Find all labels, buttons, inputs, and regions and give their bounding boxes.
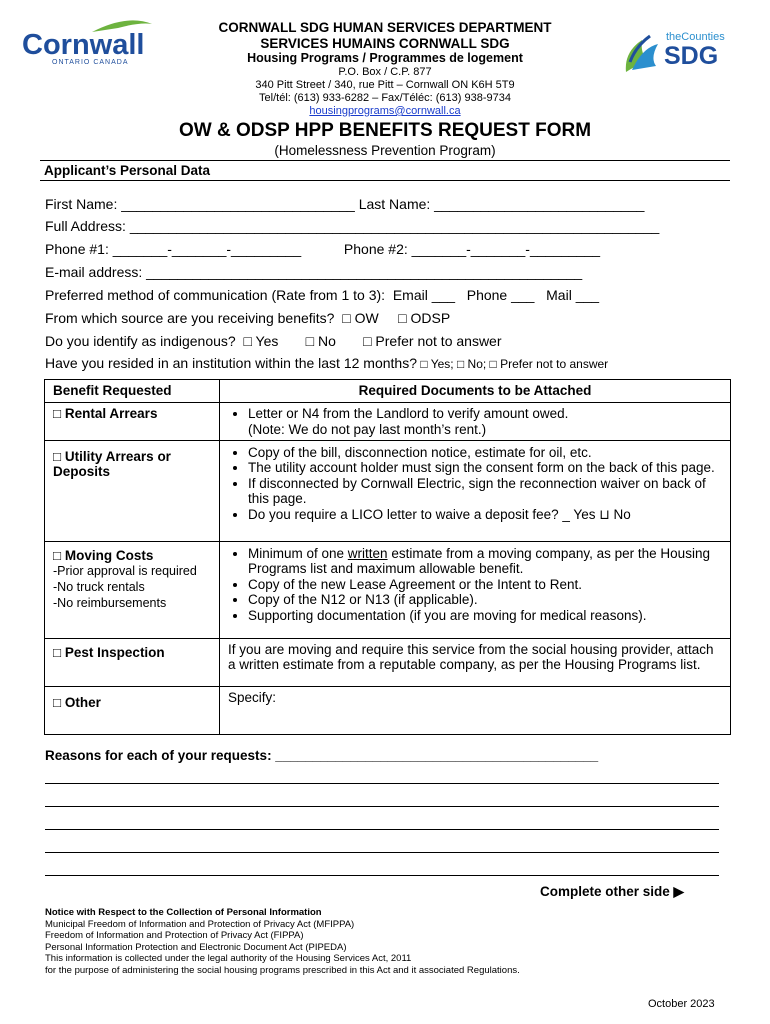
form-subtitle: (Homelessness Prevention Program) <box>274 143 496 158</box>
cornwall-logo-word: Cornwall <box>22 29 145 61</box>
utility-doc-item: • If disconnected by Cornwall Electric, sign the reconnection waiver on back of this page. <box>248 476 722 507</box>
benefits-table <box>44 379 731 735</box>
other-checkbox[interactable]: □ Other <box>45 686 220 734</box>
pest-docs: If you are moving and require this service from the social housing provider, attach a written estimate from a reputable company, as per the Housing Programs list. <box>220 638 731 686</box>
form-date: October 2023 <box>648 998 715 1010</box>
form-title: OW & ODSP HPP BENEFITS REQUEST FORM <box>178 120 592 141</box>
moving-doc-item: • Copy of the N12 or N13 (if applicable). <box>248 592 722 608</box>
benefit-source-field[interactable]: From which source are you receiving benefits? □ OW □ ODSP <box>45 310 451 326</box>
notice-line: Freedom of Information and Protection of Privacy Act (FIPPA) <box>45 930 304 941</box>
header-line5: 340 Pitt Street / 340, rue Pitt – Cornwall ON K6H 5T9 <box>255 79 515 91</box>
header-line2: SERVICES HUMAINS CORNWALL SDG <box>260 36 510 51</box>
cornwall-logo-sub: ONTARIO CANADA <box>52 59 129 66</box>
moving-costs-checkbox[interactable]: □ Moving Costs <box>53 547 154 563</box>
header-contact <box>170 66 600 118</box>
reasons-label[interactable]: Reasons for each of your requests: ___________________________________________ <box>45 748 599 763</box>
moving-note: -No reimbursements <box>53 595 167 610</box>
other-specify-field[interactable]: Specify: <box>220 686 731 734</box>
rental-docs <box>220 403 731 441</box>
sdg-logo-main: SDG <box>664 42 719 70</box>
header-line3: Housing Programs / Programmes de logement <box>247 51 523 65</box>
notice-line: for the purpose of administering the social housing programs prescribed in this Act and it associated Regulations. <box>45 964 520 976</box>
complete-other-side: Complete other side ▶ <box>540 884 684 899</box>
utility-doc-item: • The utility account holder must sign the consent form on the back of this page. <box>248 460 722 476</box>
utility-arrears-checkbox[interactable]: □ Utility Arrears or Deposits <box>45 440 220 541</box>
rental-note: (Note: We do not pay last month’s rent.) <box>248 421 487 437</box>
header-email-link[interactable]: housingprograms@cornwall.ca <box>309 105 461 117</box>
utility-doc-item: • Copy of the bill, disconnection notice, estimate for oil, etc. <box>248 445 722 461</box>
reasons-line[interactable] <box>45 829 719 830</box>
department-header <box>170 20 600 52</box>
reasons-line[interactable] <box>45 852 719 853</box>
sdg-logo-top: theCounties <box>666 31 725 43</box>
utility-docs <box>220 440 731 541</box>
table-header-benefit: Benefit Requested <box>45 380 220 403</box>
institution-question: Have you resided in an institution within the last 12 months? <box>45 355 417 371</box>
rental-arrears-checkbox[interactable]: □ Rental Arrears <box>45 403 220 441</box>
privacy-notice <box>45 907 520 976</box>
rental-doc-item: • Letter or N4 from the Landlord to verify amount owed. <box>248 406 722 422</box>
notice-line: Personal Information Protection and Electronic Document Act (PIPEDA) <box>45 941 347 953</box>
address-field[interactable]: Full Address: ____________________________________________________________________ <box>45 218 660 234</box>
reasons-line[interactable] <box>45 806 719 807</box>
notice-line: Municipal Freedom of Information and Protection of Privacy Act (MFIPPA) <box>45 918 355 930</box>
section-header <box>40 160 730 181</box>
pest-inspection-checkbox[interactable]: □ Pest Inspection <box>45 638 220 686</box>
institution-options[interactable]: □ Yes; □ No; □ Prefer not to answer <box>417 357 609 371</box>
phone-fields[interactable]: Phone #1: _______-_______-_________ Phone #2: _______-_______-_________ <box>45 241 601 257</box>
lico-question[interactable]: • Do you require a LICO letter to waive a deposit fee? _ Yes ⊔ No <box>248 507 722 523</box>
notice-line: This information is collected under the legal authority of the Housing Services Act, 2011 <box>45 953 412 964</box>
moving-note: -No truck rentals <box>53 579 145 594</box>
sdg-logo <box>620 22 735 77</box>
name-fields[interactable]: First Name: ______________________________ Last Name: ___________________________ <box>45 196 645 212</box>
institution-field[interactable] <box>45 355 608 371</box>
moving-note: -Prior approval is required <box>53 563 197 578</box>
cornwall-logo <box>22 18 157 66</box>
header-line1: CORNWALL SDG HUMAN SERVICES DEPARTMENT <box>218 20 552 35</box>
indigenous-field[interactable]: Do you identify as indigenous? □ Yes □ No □ Prefer not to answer <box>45 333 502 349</box>
email-field[interactable]: E-mail address: ________________________________________________________ <box>45 264 583 280</box>
reasons-line[interactable] <box>45 875 719 876</box>
table-header-documents: Required Documents to be Attached <box>220 380 731 403</box>
moving-docs <box>220 541 731 638</box>
sdg-leaf-icon <box>620 22 735 77</box>
moving-doc-item: • Minimum of one written estimate from a moving company, as per the Housing Programs list and maximum allowable benefit. <box>248 546 722 577</box>
preferred-method-field[interactable]: Preferred method of communication (Rate from 1 to 3): Email ___ Phone ___ Mail ___ <box>45 287 600 303</box>
cornwall-swoosh-icon <box>22 18 157 66</box>
moving-doc-item: • Supporting documentation (if you are moving for medical reasons). <box>248 608 722 624</box>
section-title: Applicant’s Personal Data <box>44 163 211 178</box>
header-line4: P.O. Box / C.P. 877 <box>338 66 432 78</box>
moving-doc-item: • Copy of the new Lease Agreement or the Intent to Rent. <box>248 577 722 593</box>
notice-title: Notice with Respect to the Collection of Personal Information <box>45 907 322 918</box>
header-line6: Tel/tél: (613) 933-6282 – Fax/Téléc: (613) 938-9734 <box>259 92 511 104</box>
moving-costs-cell <box>45 541 220 638</box>
reasons-line[interactable] <box>45 783 719 784</box>
